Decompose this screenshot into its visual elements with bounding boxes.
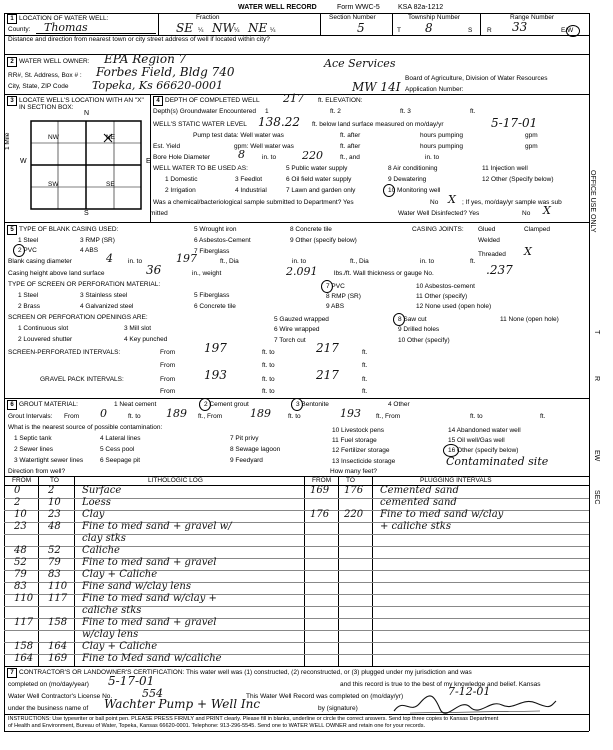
plug-row-description[interactable]: cemented sand	[380, 497, 457, 508]
casing-2[interactable]: 2 PVC	[18, 247, 37, 254]
log-row-description[interactable]: Fine to med sand + gravel	[82, 617, 217, 628]
screen-9[interactable]: 9 ABS	[326, 303, 345, 310]
perf-ft-to: ft. to	[262, 349, 275, 356]
yield-ft-after: ft. after	[340, 143, 361, 150]
gravel-ft-2: ft.	[362, 388, 368, 395]
log-row-from[interactable]: 83	[14, 581, 27, 592]
township-t: T	[397, 27, 401, 34]
plug-row-from[interactable]: 176	[310, 509, 330, 520]
log-row-to[interactable]: 2	[48, 485, 55, 496]
county-value[interactable]: Thomas	[44, 21, 88, 34]
log-row-to[interactable]: 52	[48, 545, 61, 556]
pump-gpm: gpm	[525, 132, 538, 139]
use-8[interactable]: 8 Air conditioning	[388, 165, 438, 172]
log-row-to[interactable]: 169	[48, 653, 68, 664]
contam-11[interactable]: 11 Fuel storage	[332, 437, 377, 444]
gravel-to-value[interactable]: 217	[316, 368, 339, 382]
yield-label: Est. Yield	[153, 143, 181, 150]
quadrant-se: SE	[106, 181, 115, 188]
office-ew-label: EW	[593, 450, 600, 462]
quarter-sym-2: ¼	[234, 27, 240, 34]
gravel-intervals-label: GRAVEL PACK INTERVALS:	[40, 376, 124, 383]
city-value[interactable]: Topeka, Ks 66620-0001	[92, 79, 223, 92]
log-row-from[interactable]: 164	[14, 653, 34, 664]
log-row-to[interactable]: 110	[48, 581, 68, 592]
log-row-to[interactable]: 164	[48, 641, 68, 652]
bore-to-value[interactable]: 220	[302, 149, 323, 162]
log-row-to[interactable]: 158	[48, 617, 68, 628]
casing-dia-ft: ft., Dia	[220, 258, 239, 265]
log-row-description[interactable]: Fine to Med sand w/caliche	[82, 653, 222, 664]
opening-8-circle	[393, 313, 405, 326]
use-10-circle	[383, 184, 395, 197]
log-row-description[interactable]: Fine to med sand w/clay +	[82, 593, 217, 604]
screen-7[interactable]: 7 PVC	[326, 283, 345, 290]
section-3-number: 3	[7, 96, 17, 106]
screen-5[interactable]: 5 Fiberglass	[194, 292, 230, 299]
wall-gauge-value[interactable]: .237	[486, 263, 513, 277]
casing-dia-ft-2: ft., Dia	[350, 258, 369, 265]
certification-text: CONTRACTOR'S OR LANDOWNER'S CERTIFICATION: This water well was (1) constructed, (2) reconstructed, or (3) plugged under my jurisdiction and was	[19, 669, 472, 676]
static-level-date[interactable]: 5-17-01	[491, 116, 538, 130]
casing-3[interactable]: 3 RMP (SR)	[80, 237, 115, 244]
casing-9[interactable]: 9 Other (specify below)	[290, 237, 357, 244]
contam-4[interactable]: 4 Lateral lines	[100, 435, 141, 442]
casing-diameter-value[interactable]: 4	[106, 252, 113, 265]
direction-label: Direction from well?	[8, 468, 66, 475]
use-10[interactable]: 10 Monitoring well	[388, 187, 441, 194]
use-9[interactable]: 9 Dewatering	[388, 176, 427, 183]
log-row-to[interactable]: 10	[48, 497, 61, 508]
groundwater-3: ft. 3	[400, 108, 411, 115]
plug-to-header: TO	[346, 477, 355, 484]
groundwater-label: Depth(s) Groundwater Encountered	[153, 108, 256, 115]
fraction-se[interactable]: SE	[176, 21, 193, 35]
screen-10[interactable]: 10 Asbestos-cement	[416, 283, 475, 290]
section-1-number: 1	[7, 14, 17, 24]
log-row-description[interactable]: Clay + Caliche	[82, 569, 158, 580]
quarter-sym-3: ¼	[270, 27, 276, 34]
litho-log-header: LITHOLOGIC LOG	[148, 477, 203, 484]
grout-ft-3: ft.	[540, 413, 546, 420]
board-label: Board of Agriculture, Division of Water Resources	[405, 75, 548, 82]
contamination-label: What is the nearest source of possible contamination:	[8, 424, 163, 431]
grout-to-2[interactable]: 193	[340, 407, 361, 420]
quadrant-sw: SW	[48, 181, 59, 188]
fraction-ne[interactable]: NE	[248, 21, 268, 35]
section-6-number: 6	[7, 400, 17, 410]
gravel-from-label-2: From	[160, 388, 176, 395]
section-number-value[interactable]: 5	[357, 21, 365, 35]
screen-8[interactable]: 8 RMP (SR)	[326, 293, 361, 300]
disinfected-label: Water Well Disinfected? Yes	[398, 210, 480, 217]
contam-7[interactable]: 7 Pit privy	[230, 435, 259, 442]
gravel-from-label: From	[160, 376, 176, 383]
license-label: Water Well Contractor's License No.	[8, 693, 113, 700]
elevation-label: ft. ELEVATION:	[318, 97, 363, 104]
contam-8[interactable]: 8 Sewage lagoon	[230, 446, 281, 453]
yield-gpm-2: gpm	[525, 143, 538, 150]
screen-2[interactable]: 2 Brass	[18, 303, 41, 310]
compass-w: W	[20, 158, 27, 165]
screen-1[interactable]: 1 Steel	[18, 292, 39, 299]
contam-3[interactable]: 3 Watertight sewer lines	[14, 457, 84, 464]
opening-2[interactable]: 2 Louvered shutter	[18, 336, 73, 343]
range-value[interactable]: 33	[512, 20, 528, 34]
screen-6[interactable]: 6 Concrete tile	[194, 303, 236, 310]
casing-dia-ft-3: ft.	[470, 258, 476, 265]
static-level-value[interactable]: 138.22	[258, 115, 300, 129]
casing-dia-in-to: in. to	[128, 258, 143, 265]
log-row-to[interactable]: 48	[48, 521, 61, 532]
locate-label: LOCATE WELL'S LOCATION WITH AN "X" IN SECTION BOX:	[19, 97, 144, 111]
completed-label: completed on (mo/day/year)	[8, 681, 89, 688]
grout-ft-from: ft., From	[198, 413, 223, 420]
location-label: LOCATION OF WATER WELL:	[19, 15, 109, 22]
depth-label: DEPTH OF COMPLETED WELL	[165, 97, 260, 104]
log-row-description[interactable]: w/clay lens	[82, 629, 139, 640]
grout-3[interactable]: 3 Bentonite	[296, 401, 329, 408]
license-value[interactable]: 554	[142, 687, 163, 700]
contam-10[interactable]: 10 Livestock pens	[332, 427, 385, 434]
gravel-ft: ft.	[362, 376, 368, 383]
log-to-header: TO	[50, 477, 59, 484]
log-row-description[interactable]: Caliche	[82, 545, 120, 556]
use-11[interactable]: 11 Injection well	[482, 165, 528, 172]
gravel-ft-to-2: ft. to	[262, 388, 275, 395]
perf-from-value[interactable]: 197	[204, 341, 227, 355]
log-row-from[interactable]: 110	[14, 593, 34, 604]
log-row-to[interactable]: 79	[48, 557, 61, 568]
use-4[interactable]: 4 Industrial	[235, 187, 267, 194]
disinfected-x[interactable]: X	[543, 204, 551, 217]
contam-14[interactable]: 14 Abandoned water well	[448, 427, 521, 434]
certification-tail: and this record is true to the best of my knowledge and belief. Kansas	[340, 681, 541, 688]
yield-gpm: gpm: Well water was	[234, 143, 294, 150]
use-1[interactable]: 1 Domestic	[165, 176, 198, 183]
application-number-value[interactable]: MW 14I	[352, 80, 401, 94]
signature-label: by (signature)	[318, 705, 358, 712]
mile-label: 1 Mile	[4, 132, 11, 150]
plug-row-to[interactable]: 220	[344, 509, 364, 520]
disinfected-no: No	[522, 210, 531, 217]
log-row-description[interactable]: Fine to med sand + gravel w/	[82, 521, 232, 532]
business-label: under the business name of	[8, 705, 89, 712]
chem-sample-label: Was a chemical/bacteriological sample submitted to Department? Yes	[153, 199, 354, 206]
opening-8[interactable]: 8 Saw cut	[398, 316, 427, 323]
compass-s: S	[84, 210, 89, 217]
gravel-from-value[interactable]: 193	[204, 368, 227, 382]
casing-8[interactable]: 8 Concrete tile	[290, 226, 332, 233]
joints-threaded-x[interactable]: X	[524, 245, 532, 258]
log-row-from[interactable]: 23	[14, 521, 27, 532]
log-row-from[interactable]: 79	[14, 569, 27, 580]
log-row-to[interactable]: 117	[48, 593, 68, 604]
bore-label: Bore Hole Diameter	[153, 154, 211, 161]
section-box[interactable]	[30, 120, 142, 210]
log-row-description[interactable]: Surface	[82, 485, 122, 496]
township-label: Township Number	[408, 14, 461, 21]
screen-type-label: TYPE OF SCREEN OR PERFORATION MATERIAL:	[8, 281, 161, 288]
log-row-description[interactable]: Fine to med sand + gravel	[82, 557, 217, 568]
perf-from-label-2: From	[160, 362, 176, 369]
groundwater-ft: ft.	[470, 108, 476, 115]
log-row-description[interactable]: Clay + Caliche	[82, 641, 158, 652]
contam-other-value[interactable]: Contaminated site	[446, 455, 549, 468]
form-number: Form WWC-5	[337, 4, 380, 11]
office-t-label: T	[593, 330, 600, 335]
owner-company[interactable]: Ace Services	[324, 57, 396, 70]
perf-from-label: From	[160, 349, 176, 356]
grout-ft-from-2: ft., From	[376, 413, 401, 420]
use-label: WELL WATER TO BE USED AS:	[153, 165, 248, 172]
log-row-from[interactable]: 52	[14, 557, 27, 568]
casing-2-circle	[13, 244, 25, 257]
use-12[interactable]: 12 Other (Specify below)	[482, 176, 554, 183]
section-2-number: 2	[7, 57, 17, 67]
opening-3[interactable]: 3 Mill slot	[124, 325, 152, 332]
office-r-label: R	[593, 376, 600, 382]
plug-row-description[interactable]: Cemented sand	[380, 485, 459, 496]
joints-clamped[interactable]: Clamped	[524, 226, 551, 233]
openings-label: SCREEN OR PERFORATION OPENINGS ARE:	[8, 314, 148, 321]
plug-row-to[interactable]: 176	[344, 485, 364, 496]
instructions-line-2: of Health and Environment, Bureau of Water, Topeka, Kansas 66620-0001. Telephone: 913-296-5545. Send one to WATER WELL OWNER and retain one for your records.	[8, 723, 426, 729]
address-label: RR#, St. Address, Box # :	[8, 72, 82, 79]
opening-1[interactable]: 1 Continuous slot	[18, 325, 69, 332]
screen-12[interactable]: 12 None used (open hole)	[416, 303, 492, 310]
grout-intervals-label: Grout Intervals:	[8, 413, 53, 420]
static-level-label: WELL'S STATIC WATER LEVEL	[153, 121, 247, 128]
pump-ft-after: ft. after	[340, 132, 361, 139]
log-row-to[interactable]: 83	[48, 569, 61, 580]
contam-9[interactable]: 9 Feedyard	[230, 457, 263, 464]
bore-ft-and: ft., and	[340, 154, 360, 161]
grout-ft-to-2: ft. to	[288, 413, 301, 420]
township-value[interactable]: 8	[425, 21, 433, 35]
log-row-description[interactable]: Fine sand w/clay lens	[82, 581, 191, 592]
yield-hours: hours pumping	[420, 143, 463, 150]
ksa-ref: KSA 82a-1212	[398, 4, 444, 11]
casing-height-value[interactable]: 36	[146, 263, 162, 277]
casing-dia-in-to-2: in. to	[292, 258, 307, 265]
township-s: S	[468, 27, 473, 34]
quadrant-nw: NW	[48, 134, 59, 141]
joints-welded[interactable]: Welded	[478, 237, 500, 244]
log-row-description[interactable]: clay stks	[82, 533, 126, 544]
completed-date[interactable]: 5-17-01	[108, 674, 155, 688]
distance-label: Distance and direction from nearest town or city street address of well if located within city?	[8, 36, 270, 43]
bore-in-to: in. to	[262, 154, 277, 161]
office-use-label: OFFICE USE ONLY	[589, 170, 596, 233]
range-label: Range Number	[510, 14, 555, 21]
compass-n: N	[84, 110, 90, 117]
casing-dia-to-value[interactable]: 197	[176, 252, 197, 265]
chem-sample-x[interactable]: X	[448, 193, 456, 206]
grout-3-circle	[291, 398, 303, 411]
use-2[interactable]: 2 Irrigation	[165, 187, 196, 194]
pump-test-label: Pump test data: Well water was	[193, 132, 284, 139]
bore-in-to-2: in. to	[425, 154, 440, 161]
range-r: R	[487, 27, 492, 34]
quadrant-ne: NE	[106, 134, 116, 141]
static-level-tail: ft. below land surface measured on mo/day/yr	[312, 121, 444, 128]
casing-1[interactable]: 1 Steel	[18, 237, 39, 244]
grout-ft-to-3: ft. to	[470, 413, 483, 420]
gravel-ft-to: ft. to	[262, 376, 275, 383]
chem-mitted: mitted	[150, 210, 168, 217]
contam-5[interactable]: 5 Cess pool	[100, 446, 135, 453]
how-many-feet-label: How many feet?	[330, 468, 377, 475]
section-4-number: 4	[153, 96, 163, 106]
business-name[interactable]: Wachter Pump + Well Inc	[104, 697, 261, 711]
plugging-header: PLUGGING INTERVALS	[420, 477, 492, 484]
fraction-nw[interactable]: NW	[212, 21, 235, 35]
application-number-label: Application Number:	[405, 86, 464, 93]
grout-to-1[interactable]: 189	[166, 407, 187, 420]
address-value[interactable]: Forbes Field, Bldg 740	[96, 65, 235, 79]
grout-from-1[interactable]: 0	[100, 407, 107, 420]
plug-row-from[interactable]: 169	[310, 485, 330, 496]
casing-height-label: Casing height above land surface	[8, 270, 105, 277]
groundwater-2: ft. 2	[330, 108, 341, 115]
casing-7[interactable]: 7 Fiberglass	[194, 248, 230, 255]
casing-joints-label: CASING JOINTS:	[412, 226, 464, 233]
record-completed-label: This Water Well Record was completed on (mo/day/yr)	[246, 693, 404, 700]
log-row-description[interactable]: Loess	[82, 497, 111, 508]
instructions-line-1: INSTRUCTIONS: Use typewriter or ball point pen. PLEASE PRESS FIRMLY and PRINT clearly. Please fill in blanks, underline or circle the correct answers. Send top three copies to Kansas Department	[8, 716, 499, 722]
opening-6[interactable]: 6 Wire wrapped	[274, 326, 320, 333]
section-5-number: 5	[7, 225, 17, 235]
bore-value[interactable]: 8	[238, 148, 245, 161]
plug-from-header: FROM	[312, 477, 332, 484]
contam-12[interactable]: 12 Fertilizer storage	[332, 447, 390, 454]
log-row-from[interactable]: 158	[14, 641, 34, 652]
opening-4[interactable]: 4 Key punched	[124, 336, 168, 343]
log-row-from[interactable]: 0	[14, 485, 21, 496]
contam-13[interactable]: 13 Insecticide storage	[332, 458, 396, 465]
joints-glued[interactable]: Glued	[478, 226, 496, 233]
city-label: City, State, ZIP Code	[8, 83, 69, 90]
grout-2-circle	[199, 398, 211, 411]
grout-ft-to-1: ft. to	[128, 413, 141, 420]
plug-row-description[interactable]: Fine to med sand w/clay	[380, 509, 504, 520]
owner-label: WATER WELL OWNER:	[19, 58, 90, 65]
depth-value[interactable]: 217	[283, 92, 304, 105]
form-title: WATER WELL RECORD	[238, 4, 317, 11]
log-row-from[interactable]: 2	[14, 497, 21, 508]
chem-sample-tail: ; If yes, mo/day/yr sample was sub	[462, 199, 562, 206]
contam-2[interactable]: 2 Sewer lines	[14, 446, 54, 453]
screen-7-circle	[321, 280, 333, 293]
casing-dia-in-to-3: in. to	[420, 258, 435, 265]
plug-row-description[interactable]: + caliche stks	[380, 521, 451, 532]
office-sec-label: SEC	[593, 490, 600, 505]
log-row-to[interactable]: 23	[48, 509, 61, 520]
casing-diameter-label: Blank casing diameter	[8, 258, 72, 265]
compass-e: E	[146, 158, 151, 165]
casing-4[interactable]: 4 ABS	[80, 247, 99, 254]
grout-from-2[interactable]: 189	[250, 407, 271, 420]
log-row-description[interactable]: caliche stks	[82, 605, 142, 616]
grout-1[interactable]: 1 Neat cement	[114, 401, 157, 408]
groundwater-1: 1	[265, 108, 269, 115]
grout-2[interactable]: 2 Cement grout	[204, 401, 249, 408]
log-row-from[interactable]: 10	[14, 509, 27, 520]
log-from-header: FROM	[12, 477, 32, 484]
casing-6[interactable]: 6 Asbestos-Cement	[194, 237, 251, 244]
opening-9[interactable]: 9 Drilled holes	[398, 326, 440, 333]
log-row-from[interactable]: 48	[14, 545, 27, 556]
perf-ft-2: ft.	[362, 362, 368, 369]
screen-11[interactable]: 11 Other (specify)	[416, 293, 468, 300]
grout-4[interactable]: 4 Other	[388, 401, 410, 408]
quarter-sym-1: ¼	[198, 27, 204, 34]
use-5[interactable]: 5 Public water supply	[286, 165, 348, 172]
owner-name[interactable]: EPA Region 7	[104, 52, 187, 66]
opening-10[interactable]: 10 Other (specify)	[398, 337, 450, 344]
opening-7[interactable]: 7 Torch cut	[274, 337, 306, 344]
grout-material-label: GROUT MATERIAL:	[19, 401, 78, 408]
perf-ft-to-2: ft. to	[262, 362, 275, 369]
perf-to-value[interactable]: 217	[316, 341, 339, 355]
screen-3[interactable]: 3 Stainless steel	[80, 292, 128, 299]
screen-4[interactable]: 4 Galvanized steel	[80, 303, 134, 310]
opening-11[interactable]: 11 None (open hole)	[500, 316, 559, 323]
record-completed-date[interactable]: 7-12-01	[448, 685, 491, 698]
casing-5[interactable]: 5 Wrought iron	[194, 226, 237, 233]
use-3[interactable]: 3 Feedlot	[235, 176, 263, 183]
fraction-label: Fraction	[196, 14, 220, 21]
use-7[interactable]: 7 Lawn and garden only	[286, 187, 356, 194]
contam-6[interactable]: 6 Seepage pit	[100, 457, 141, 464]
pump-hours: hours pumping	[420, 132, 463, 139]
casing-weight-label: in., weight	[192, 270, 222, 277]
joints-threaded[interactable]: Threaded	[478, 251, 506, 258]
casing-type-label: TYPE OF BLANK CASING USED:	[19, 226, 119, 233]
section-7-number: 7	[7, 668, 17, 678]
contam-15[interactable]: 15 Oil well/Gas well	[448, 437, 505, 444]
opening-5[interactable]: 5 Gauzed wrapped	[274, 316, 329, 323]
log-row-from[interactable]: 117	[14, 617, 34, 628]
casing-weight-value[interactable]: 2.091	[286, 265, 318, 278]
county-label: County:	[8, 26, 31, 33]
contam-16[interactable]: 16 Other (specify below)	[448, 447, 519, 454]
chem-sample-no: No	[430, 199, 439, 206]
log-row-description[interactable]: Clay	[82, 509, 105, 520]
section-number-label: Section Number	[329, 14, 376, 21]
contam-1[interactable]: 1 Septic tank	[14, 435, 52, 442]
use-6[interactable]: 6 Oil field water supply	[286, 176, 352, 183]
range-ew: E/W	[561, 27, 574, 34]
perf-ft: ft.	[362, 349, 368, 356]
wall-thickness-label: lbs./ft. Wall thickness or gauge No.	[334, 270, 434, 277]
grout-from-label: From	[64, 413, 80, 420]
perf-intervals-label: SCREEN-PERFORATED INTERVALS:	[8, 349, 121, 356]
